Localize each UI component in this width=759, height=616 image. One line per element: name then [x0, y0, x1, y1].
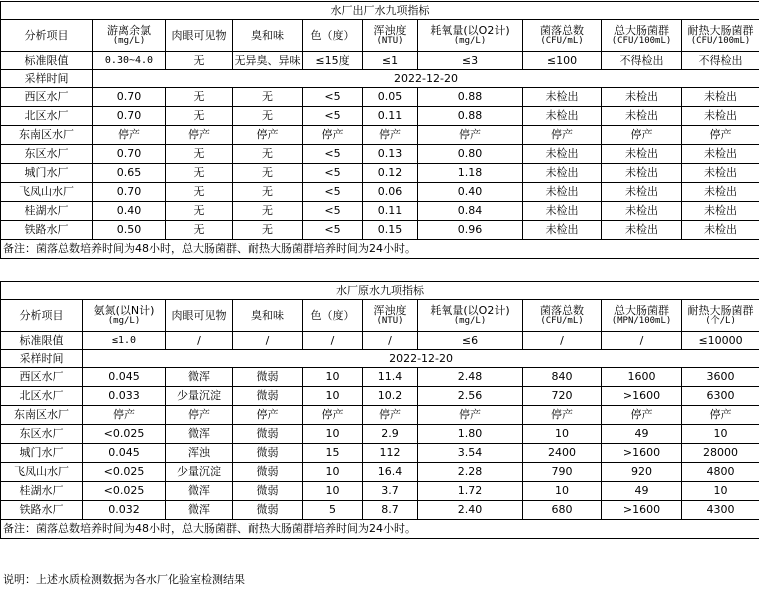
value-cell: 浑浊 — [166, 444, 233, 463]
value-cell: 未检出 — [602, 164, 682, 183]
table-row — [1, 164, 759, 183]
value-cell: 11.4 — [363, 368, 418, 387]
header-cell: 氨氮(以N计) (mg/L) — [83, 300, 166, 332]
value-cell: 无 — [166, 107, 233, 126]
table-note: 备注：菌落总数培养时间为48小时，总大肠菌群、耐热大肠菌群培养时间为24小时。 — [1, 240, 759, 259]
value-cell: 0.84 — [418, 202, 523, 221]
plant-name-cell: 北区水厂 — [1, 387, 83, 406]
value-cell: 3600 — [682, 368, 759, 387]
value-cell: 无 — [233, 145, 303, 164]
value-cell: 未检出 — [682, 183, 759, 202]
header-cell: 耐热大肠菌群 (CFU/100mL) — [682, 20, 759, 52]
value-cell: 0.13 — [363, 145, 418, 164]
value-cell: 无 — [166, 221, 233, 240]
value-cell: 0.05 — [363, 88, 418, 107]
value-cell: 未检出 — [682, 88, 759, 107]
value-cell: 停产 — [418, 406, 523, 425]
header-cell: 总大肠菌群 (CFU/100mL) — [602, 20, 682, 52]
value-cell: 微弱 — [233, 444, 303, 463]
value-cell: <0.025 — [83, 425, 166, 444]
value-cell: 0.12 — [363, 164, 418, 183]
header-cell: 色（度） — [303, 300, 363, 332]
value-cell: 5 — [303, 501, 363, 520]
outlet-water-table — [0, 1, 759, 259]
value-cell: 15 — [303, 444, 363, 463]
standard-cell: ≤3 — [418, 52, 523, 70]
value-cell: 无 — [233, 164, 303, 183]
plant-name-cell: 桂湖水厂 — [1, 202, 93, 221]
plant-name-cell: 西区水厂 — [1, 368, 83, 387]
value-cell: 0.11 — [363, 107, 418, 126]
value-cell: 微弱 — [233, 463, 303, 482]
value-cell: <5 — [303, 202, 363, 221]
header-cell: 菌落总数 (CFU/mL) — [523, 20, 602, 52]
value-cell: 10 — [682, 482, 759, 501]
header-cell: 耐热大肠菌群 (个/L) — [682, 300, 759, 332]
value-cell: 790 — [523, 463, 602, 482]
value-cell: 920 — [602, 463, 682, 482]
header-cell: 浑浊度 (NTU) — [363, 20, 418, 52]
value-cell: 3.7 — [363, 482, 418, 501]
value-cell: 16.4 — [363, 463, 418, 482]
value-cell: 0.50 — [93, 221, 166, 240]
table-row — [1, 88, 759, 107]
table-row — [1, 107, 759, 126]
value-cell: 0.045 — [83, 444, 166, 463]
plant-name-cell: 东南区水厂 — [1, 126, 93, 145]
value-cell: 2.40 — [418, 501, 523, 520]
value-cell: 微浑 — [166, 368, 233, 387]
value-cell: 6300 — [682, 387, 759, 406]
plant-name-cell: 东南区水厂 — [1, 406, 83, 425]
value-cell: 无 — [233, 107, 303, 126]
value-cell: 10 — [523, 482, 602, 501]
value-cell: 840 — [523, 368, 602, 387]
sample-time-row — [1, 70, 759, 88]
value-cell: 0.88 — [418, 88, 523, 107]
value-cell: 停产 — [602, 126, 682, 145]
value-cell: 微浑 — [166, 425, 233, 444]
value-cell: 0.40 — [418, 183, 523, 202]
standard-cell: ≤100 — [523, 52, 602, 70]
value-cell: 49 — [602, 482, 682, 501]
value-cell: 未检出 — [523, 88, 602, 107]
spacer — [0, 262, 759, 281]
value-cell: 微弱 — [233, 425, 303, 444]
value-cell: 停产 — [418, 126, 523, 145]
value-cell: 112 — [363, 444, 418, 463]
value-cell: 无 — [233, 183, 303, 202]
plant-name-cell: 飞凤山水厂 — [1, 183, 93, 202]
value-cell: 0.045 — [83, 368, 166, 387]
value-cell: 0.06 — [363, 183, 418, 202]
value-cell: 10 — [303, 368, 363, 387]
plant-name-cell: 铁路水厂 — [1, 221, 93, 240]
value-cell: 未检出 — [602, 202, 682, 221]
value-cell: 3.54 — [418, 444, 523, 463]
value-cell: 未检出 — [523, 164, 602, 183]
value-cell: 无 — [166, 202, 233, 221]
header-row — [1, 20, 759, 52]
value-cell: 未检出 — [682, 221, 759, 240]
plant-name-cell: 桂湖水厂 — [1, 482, 83, 501]
value-cell: 2.48 — [418, 368, 523, 387]
value-cell: 0.40 — [93, 202, 166, 221]
standard-row — [1, 332, 759, 350]
value-cell: 无 — [166, 164, 233, 183]
value-cell: 少量沉淀 — [166, 387, 233, 406]
value-cell: 2.28 — [418, 463, 523, 482]
standard-cell: / — [523, 332, 602, 350]
footer-note: 说明：上述水质检测数据为各水厂化验室检测结果 — [3, 573, 245, 586]
value-cell: 10 — [303, 425, 363, 444]
value-cell: 停产 — [233, 126, 303, 145]
standard-cell: ≤1.0 — [83, 332, 166, 350]
table-row — [1, 425, 759, 444]
value-cell: 0.65 — [93, 164, 166, 183]
table-note: 备注：菌落总数培养时间为48小时，总大肠菌群、耐热大肠菌群培养时间为24小时。 — [1, 520, 759, 539]
value-cell: 无 — [166, 88, 233, 107]
value-cell: 10.2 — [363, 387, 418, 406]
table-row — [1, 126, 759, 145]
header-row — [1, 300, 759, 332]
value-cell: 未检出 — [523, 221, 602, 240]
value-cell: 未检出 — [682, 164, 759, 183]
value-cell: 未检出 — [602, 107, 682, 126]
value-cell: 无 — [233, 221, 303, 240]
standard-cell: / — [602, 332, 682, 350]
sample-time-row — [1, 350, 759, 368]
value-cell: 0.96 — [418, 221, 523, 240]
header-cell: 臭和味 — [233, 300, 303, 332]
table-row — [1, 463, 759, 482]
raw-water-table — [0, 281, 759, 539]
plant-name-cell: 东区水厂 — [1, 145, 93, 164]
value-cell: 停产 — [83, 406, 166, 425]
value-cell: 0.032 — [83, 501, 166, 520]
value-cell: 0.70 — [93, 107, 166, 126]
value-cell: 未检出 — [602, 221, 682, 240]
value-cell: 未检出 — [682, 107, 759, 126]
header-cell: 耗氧量(以O2计) (mg/L) — [418, 20, 523, 52]
header-cell: 浑浊度 (NTU) — [363, 300, 418, 332]
value-cell: 720 — [523, 387, 602, 406]
value-cell: 0.70 — [93, 145, 166, 164]
value-cell: 停产 — [363, 406, 418, 425]
header-cell: 分析项目 — [1, 20, 93, 52]
standard-label: 标准限值 — [1, 52, 93, 70]
sample-time-label: 采样时间 — [1, 70, 93, 88]
value-cell: 未检出 — [523, 202, 602, 221]
table-title: 水厂原水九项指标 — [1, 282, 759, 300]
header-cell: 肉眼可见物 — [166, 300, 233, 332]
table-title: 水厂出厂水九项指标 — [1, 2, 759, 20]
table-row — [1, 482, 759, 501]
value-cell: 0.033 — [83, 387, 166, 406]
value-cell: 10 — [682, 425, 759, 444]
value-cell: 10 — [303, 463, 363, 482]
header-cell: 游离余氯 (mg/L) — [93, 20, 166, 52]
value-cell: 停产 — [682, 126, 759, 145]
value-cell: 停产 — [303, 126, 363, 145]
sample-time-label: 采样时间 — [1, 350, 83, 368]
plant-name-cell: 西区水厂 — [1, 88, 93, 107]
header-cell: 菌落总数 (CFU/mL) — [523, 300, 602, 332]
value-cell: 微浑 — [166, 482, 233, 501]
value-cell: 2.56 — [418, 387, 523, 406]
value-cell: 停产 — [166, 126, 233, 145]
value-cell: 未检出 — [682, 202, 759, 221]
standard-cell: / — [233, 332, 303, 350]
value-cell: <5 — [303, 164, 363, 183]
plant-name-cell: 铁路水厂 — [1, 501, 83, 520]
plant-name-cell: 东区水厂 — [1, 425, 83, 444]
value-cell: 未检出 — [523, 145, 602, 164]
sample-date: 2022-12-20 — [93, 70, 759, 88]
standard-label: 标准限值 — [1, 332, 83, 350]
value-cell: 10 — [523, 425, 602, 444]
header-cell: 肉眼可见物 — [166, 20, 233, 52]
value-cell: 停产 — [363, 126, 418, 145]
value-cell: 4800 — [682, 463, 759, 482]
value-cell: <0.025 — [83, 463, 166, 482]
standard-cell: ≤6 — [418, 332, 523, 350]
value-cell: 未检出 — [602, 88, 682, 107]
value-cell: 4300 — [682, 501, 759, 520]
value-cell: 49 — [602, 425, 682, 444]
standard-cell: / — [303, 332, 363, 350]
value-cell: 微弱 — [233, 501, 303, 520]
value-cell: 28000 — [682, 444, 759, 463]
table-row — [1, 444, 759, 463]
value-cell: 8.7 — [363, 501, 418, 520]
value-cell: 停产 — [303, 406, 363, 425]
value-cell: >1600 — [602, 501, 682, 520]
value-cell: 无 — [233, 88, 303, 107]
value-cell: >1600 — [602, 387, 682, 406]
standard-cell: 无异臭、异味 — [233, 52, 303, 70]
value-cell: 0.88 — [418, 107, 523, 126]
value-cell: 微弱 — [233, 368, 303, 387]
value-cell: 0.11 — [363, 202, 418, 221]
value-cell: 停产 — [93, 126, 166, 145]
value-cell: 未检出 — [602, 183, 682, 202]
table-row — [1, 387, 759, 406]
value-cell: 少量沉淀 — [166, 463, 233, 482]
standard-cell: / — [166, 332, 233, 350]
sample-date: 2022-12-20 — [83, 350, 759, 368]
value-cell: 0.70 — [93, 183, 166, 202]
value-cell: 未检出 — [682, 145, 759, 164]
value-cell: 0.70 — [93, 88, 166, 107]
value-cell: 停产 — [682, 406, 759, 425]
table-row — [1, 368, 759, 387]
value-cell: 1.18 — [418, 164, 523, 183]
header-cell: 分析项目 — [1, 300, 83, 332]
plant-name-cell: 北区水厂 — [1, 107, 93, 126]
value-cell: 2.9 — [363, 425, 418, 444]
table-row — [1, 406, 759, 425]
header-cell: 臭和味 — [233, 20, 303, 52]
header-cell: 耗氧量(以O2计) (mg/L) — [418, 300, 523, 332]
header-cell: 色（度） — [303, 20, 363, 52]
value-cell: <0.025 — [83, 482, 166, 501]
standard-cell: ≤10000 — [682, 332, 759, 350]
value-cell: 无 — [233, 202, 303, 221]
table-row — [1, 145, 759, 164]
value-cell: 微浑 — [166, 501, 233, 520]
plant-name-cell: 飞凤山水厂 — [1, 463, 83, 482]
value-cell: 0.15 — [363, 221, 418, 240]
table-row — [1, 221, 759, 240]
value-cell: 微弱 — [233, 482, 303, 501]
value-cell: 微弱 — [233, 387, 303, 406]
value-cell: 未检出 — [602, 145, 682, 164]
standard-cell: 不得检出 — [602, 52, 682, 70]
value-cell: <5 — [303, 221, 363, 240]
plant-name-cell: 城门水厂 — [1, 444, 83, 463]
value-cell: 1.80 — [418, 425, 523, 444]
standard-cell: / — [363, 332, 418, 350]
table-row — [1, 501, 759, 520]
standard-cell: 0.30~4.0 — [93, 52, 166, 70]
value-cell: 未检出 — [523, 183, 602, 202]
standard-cell: 不得检出 — [682, 52, 759, 70]
value-cell: 680 — [523, 501, 602, 520]
value-cell: 无 — [166, 183, 233, 202]
value-cell: 停产 — [602, 406, 682, 425]
table-row — [1, 183, 759, 202]
value-cell: 停产 — [523, 126, 602, 145]
value-cell: <5 — [303, 183, 363, 202]
value-cell: 停产 — [166, 406, 233, 425]
value-cell: <5 — [303, 107, 363, 126]
standard-cell: 无 — [166, 52, 233, 70]
standard-row — [1, 52, 759, 70]
value-cell: 停产 — [233, 406, 303, 425]
value-cell: <5 — [303, 88, 363, 107]
value-cell: 10 — [303, 387, 363, 406]
value-cell: 10 — [303, 482, 363, 501]
value-cell: 1600 — [602, 368, 682, 387]
value-cell: <5 — [303, 145, 363, 164]
value-cell: 未检出 — [523, 107, 602, 126]
value-cell: 无 — [166, 145, 233, 164]
header-cell: 总大肠菌群 (MPN/100mL) — [602, 300, 682, 332]
value-cell: 2400 — [523, 444, 602, 463]
plant-name-cell: 城门水厂 — [1, 164, 93, 183]
value-cell: 停产 — [523, 406, 602, 425]
value-cell: 1.72 — [418, 482, 523, 501]
standard-cell: ≤1 — [363, 52, 418, 70]
standard-cell: ≤15度 — [303, 52, 363, 70]
value-cell: 0.80 — [418, 145, 523, 164]
table-row — [1, 202, 759, 221]
value-cell: >1600 — [602, 444, 682, 463]
